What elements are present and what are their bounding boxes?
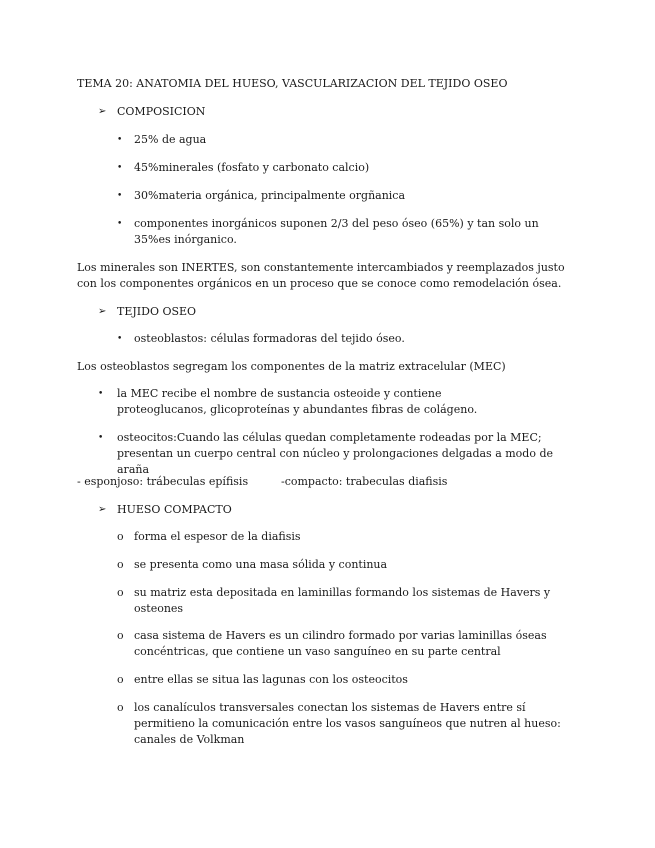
paragraph-minerales: Los minerales son INERTES, son constantemente intercambiados y reemplazados justo con los componentes orgánicos en un proceso que se conoce como remodelación ósea.	[77, 261, 565, 290]
list-item: osteoblastos: células formadoras del tejido óseo.	[134, 332, 405, 345]
list-item: 30%materia orgánica, principalmente orgñanica	[134, 189, 406, 202]
bullet-icon: •	[98, 433, 104, 443]
list-item: 25% de agua	[134, 133, 207, 146]
list-item: su matriz esta depositada en laminillas formando los sistemas de Havers y osteones	[134, 586, 551, 615]
list-item: 45%minerales (fosfato y carbonato calcio)	[134, 161, 370, 174]
list-item: los canalículos transversales conectan los sistemas de Havers entre sí permitieno la comunicación entre los vasos sanguíneos que nutren al hueso: canales de Volkman	[134, 701, 561, 746]
list-item: entre ellas se situa las lagunas con los osteocitos	[134, 673, 408, 686]
section-heading-composicion: COMPOSICION	[117, 105, 206, 118]
section-heading-hueso-compacto: HUESO COMPACTO	[117, 503, 232, 516]
arrow-bullet-icon: ➢	[98, 106, 107, 117]
arrow-bullet-icon: ➢	[98, 306, 107, 317]
arrow-bullet-icon: ➢	[98, 504, 107, 515]
bullet-icon: •	[117, 163, 123, 173]
circle-bullet-icon: o	[117, 586, 124, 599]
list-item: componentes inorgánicos suponen 2/3 del peso óseo (65%) y tan solo un 35%es inórganico.	[134, 217, 539, 246]
note-compacto: -compacto: trabeculas diafisis	[281, 475, 448, 488]
paragraph-osteoblastos: Los osteoblastos segregam los componentes de la matriz extracelular (MEC)	[77, 360, 506, 373]
circle-bullet-icon: o	[117, 530, 124, 543]
bullet-icon: •	[117, 219, 123, 229]
bullet-icon: •	[98, 389, 104, 399]
list-item: la MEC recibe el nombre de sustancia osteoide y contiene proteoglucanos, glicoproteínas y abundantes fibras de colágeno.	[117, 387, 478, 416]
bullet-icon: •	[117, 135, 123, 145]
circle-bullet-icon: o	[117, 629, 124, 642]
list-item: osteocitos:Cuando las células quedan completamente rodeadas por la MEC; presentan un cuerpo central con núcleo y prolongaciones delgadas a modo de araña	[117, 431, 554, 476]
circle-bullet-icon: o	[117, 558, 124, 571]
list-item: forma el espesor de la diafisis	[134, 530, 301, 543]
list-item: casa sistema de Havers es un cilindro formado por varias laminillas óseas concéntricas, que contiene un vaso sanguíneo en su parte central	[134, 629, 547, 658]
bullet-icon: •	[117, 334, 123, 344]
circle-bullet-icon: o	[117, 673, 124, 686]
bullet-icon: •	[117, 191, 123, 201]
section-heading-tejido-oseo: TEJIDO OSEO	[117, 305, 197, 318]
page-title: TEMA 20: ANATOMIA DEL HUESO, VASCULARIZACION DEL TEJIDO OSEO	[77, 77, 508, 90]
list-item: se presenta como una masa sólida y continua	[134, 558, 388, 571]
circle-bullet-icon: o	[117, 701, 124, 714]
note-esponjoso: - esponjoso: trábeculas epífisis	[77, 475, 249, 488]
